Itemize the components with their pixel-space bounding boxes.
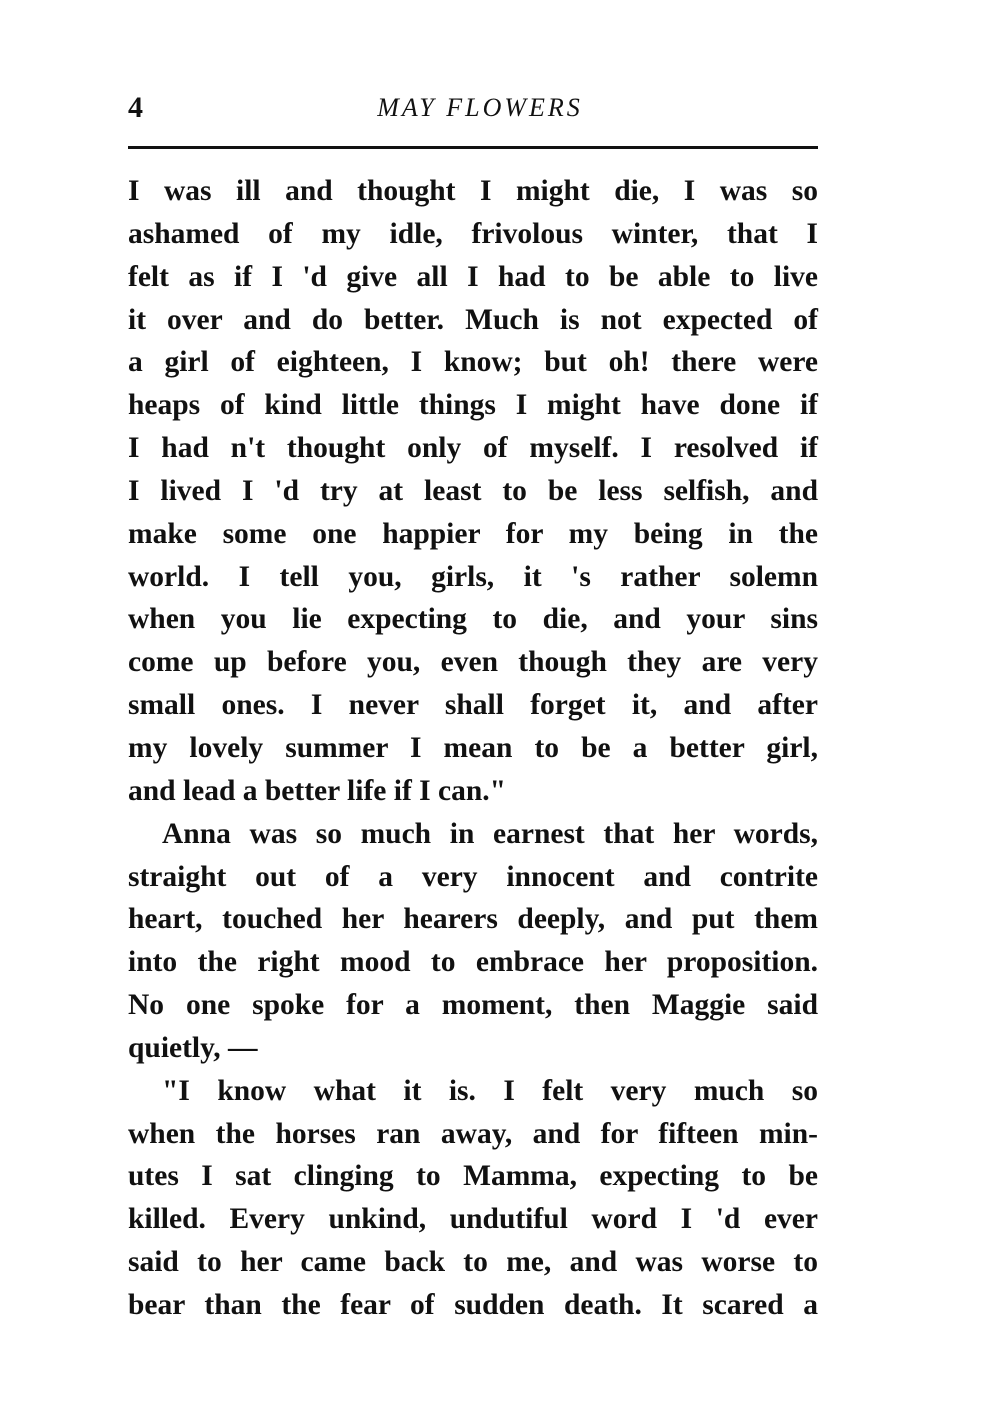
text-line: world. I tell you, girls, it 's rather solemn xyxy=(128,560,818,593)
text-line: Anna was so much in earnest that her words, xyxy=(162,817,818,850)
text-line: I had n't thought only of myself. I resolved if xyxy=(128,432,818,465)
page-header xyxy=(128,88,818,128)
text-line: small ones. I never shall forget it, and after xyxy=(128,689,818,722)
text-line: heaps of kind little things I might have done if xyxy=(128,389,818,422)
text-line: I lived I 'd try at least to be less selfish, and xyxy=(128,474,818,507)
text-line: it over and do better. Much is not expected of xyxy=(128,303,818,336)
text-line: a girl of eighteen, I know; but oh! there were xyxy=(128,346,818,379)
running-title: MAY FLOWERS xyxy=(377,93,583,122)
text-line: No one spoke for a moment, then Maggie said xyxy=(128,989,818,1022)
text-line: straight out of a very innocent and contrite xyxy=(128,860,818,893)
text-line: into the right mood to embrace her proposition. xyxy=(128,946,818,979)
text-line: make some one happier for my being in the xyxy=(128,517,818,550)
text-line: bear than the fear of sudden death. It scared a xyxy=(128,1288,818,1321)
text-line: quietly, — xyxy=(128,1031,258,1064)
text-line: and lead a better life if I can." xyxy=(128,774,506,807)
body-text xyxy=(128,170,818,1327)
text-line: come up before you, even though they are very xyxy=(128,646,818,679)
text-line: when you lie expecting to die, and your sins xyxy=(128,603,818,636)
text-line: said to her came back to me, and was worse to xyxy=(128,1246,818,1279)
text-line: when the horses ran away, and for fifteen min- xyxy=(128,1117,818,1150)
text-line: I was ill and thought I might die, I was so xyxy=(128,175,818,207)
header-rule xyxy=(128,146,818,149)
text-line: my lovely summer I mean to be a better girl, xyxy=(128,731,818,764)
page-number: 4 xyxy=(128,91,143,124)
text-line: heart, touched her hearers deeply, and put them xyxy=(128,903,818,936)
text-line: "I know what it is. I felt very much so xyxy=(162,1074,818,1107)
text-line: killed. Every unkind, undutiful word I 'd ever xyxy=(128,1203,818,1236)
text-line: utes I sat clinging to Mamma, expecting to be xyxy=(128,1160,818,1193)
text-line: felt as if I 'd give all I had to be able to live xyxy=(128,260,818,293)
text-line: ashamed of my idle, frivolous winter, that I xyxy=(128,217,818,250)
